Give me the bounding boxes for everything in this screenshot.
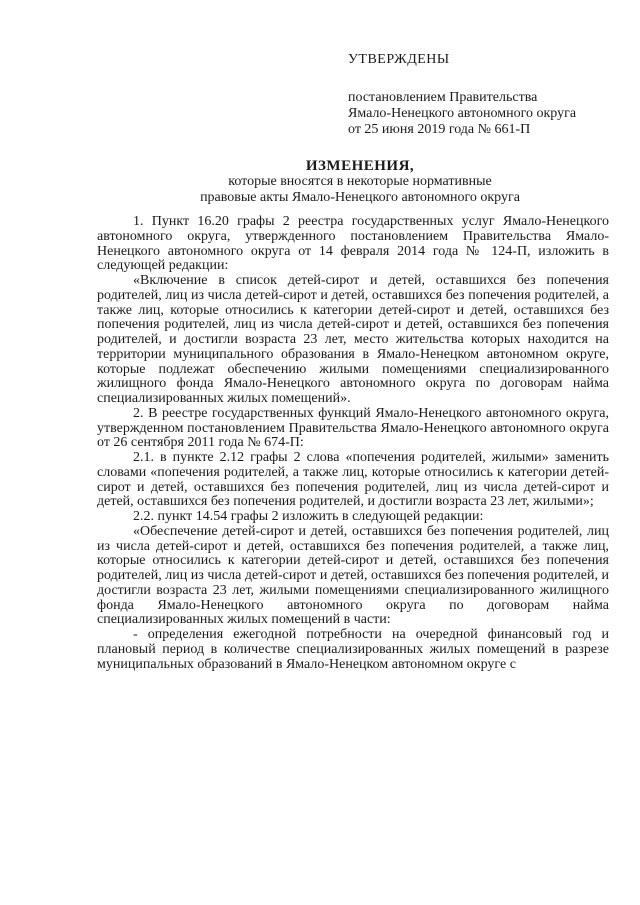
paragraph-2-2-item: - определения ежегодной потребности на очередной финансовый год и плановый период в количестве специализированных жилых помещений в разрезе муниципальных образований в Ямало-Ненецком автономном округе с [97, 627, 609, 672]
paragraph-2-2: 2.2. пункт 14.54 графы 2 изложить в следующей редакции: [133, 509, 484, 524]
approval-heading: УТВЕРЖДЕНЫ [348, 52, 450, 67]
paragraph-2: 2. В реестре государственных функций Ямало-Ненецкого автономного округа, утвержденном постановлением Правительства Ямало-Ненецкого автономного округа от 26 сентября 2011 года № 674-П: [97, 405, 609, 451]
document-body [97, 215, 609, 672]
paragraph-2-2-quote: «Обеспечение детей-сирот и детей, оставшихся без попечения родителей, лиц из числа детей-сирот и детей, оставшихся без попечения родителей, а также лиц, которые относились к категории детей-сирот и детей, оставшихся без попечения родителей, лиц из числа детей-сирот и детей, оставшихся без попечения родителей, и достигли возраста 23 лет, жилыми помещениями специализированного жилищного фонда Ямало-Ненецкого автономного округа по договорам найма специализированных жилых помещений в части: [97, 523, 609, 628]
approval-line-1: постановлением Правительства [348, 90, 538, 105]
paragraph-1: 1. Пункт 16.20 графы 2 реестра государственных услуг Ямало-Ненецкого автономного округа, утвержденного постановлением Правительства Ямало-Ненецкого автономного округа от 14 февраля 2014 года № 124-П, изложить в следующей редакции: [97, 214, 609, 274]
title-main: ИЗМЕНЕНИЯ, [305, 158, 415, 174]
document-title [80, 158, 640, 206]
approval-line-2: Ямало-Ненецкого автономного округа [348, 106, 577, 121]
approval-stamp [348, 52, 628, 138]
title-subtitle-1: которые вносятся в некоторые нормативные [228, 174, 492, 189]
approval-line-3: от 25 июня 2019 года № 661-П [348, 122, 531, 137]
paragraph-2-1: 2.1. в пункте 2.12 графы 2 слова «попечения родителей, жилыми» заменить словами «попечения родителей, а также лиц, которые относились к категории детей-сирот и детей, оставшихся без попечения родителей, лиц из числа детей-сирот и детей, оставшихся без попечения родителей, и достигли возраста 23 лет, жилыми»; [97, 450, 609, 510]
title-subtitle-2: правовые акты Ямало-Ненецкого автономного округа [200, 190, 520, 205]
paragraph-1-quote: «Включение в список детей-сирот и детей, оставшихся без попечения родителей, лиц из числа детей-сирот и детей, оставшихся без попечения родителей, а также лиц, которые относились к категории детей-сирот и детей, оставшихся без попечения родителей, лиц из числа детей-сирот и детей, оставшихся без попечения родителей, и достигли возраста 23 лет, место жительства которых находится на территории муниципального образования в Ямало-Ненецком автономном округе, которые подлежат обеспечению жилыми помещениями специализированного жилищного фонда Ямало-Ненецкого автономного округа по договорам найма специализированных жилых помещений». [97, 273, 609, 406]
